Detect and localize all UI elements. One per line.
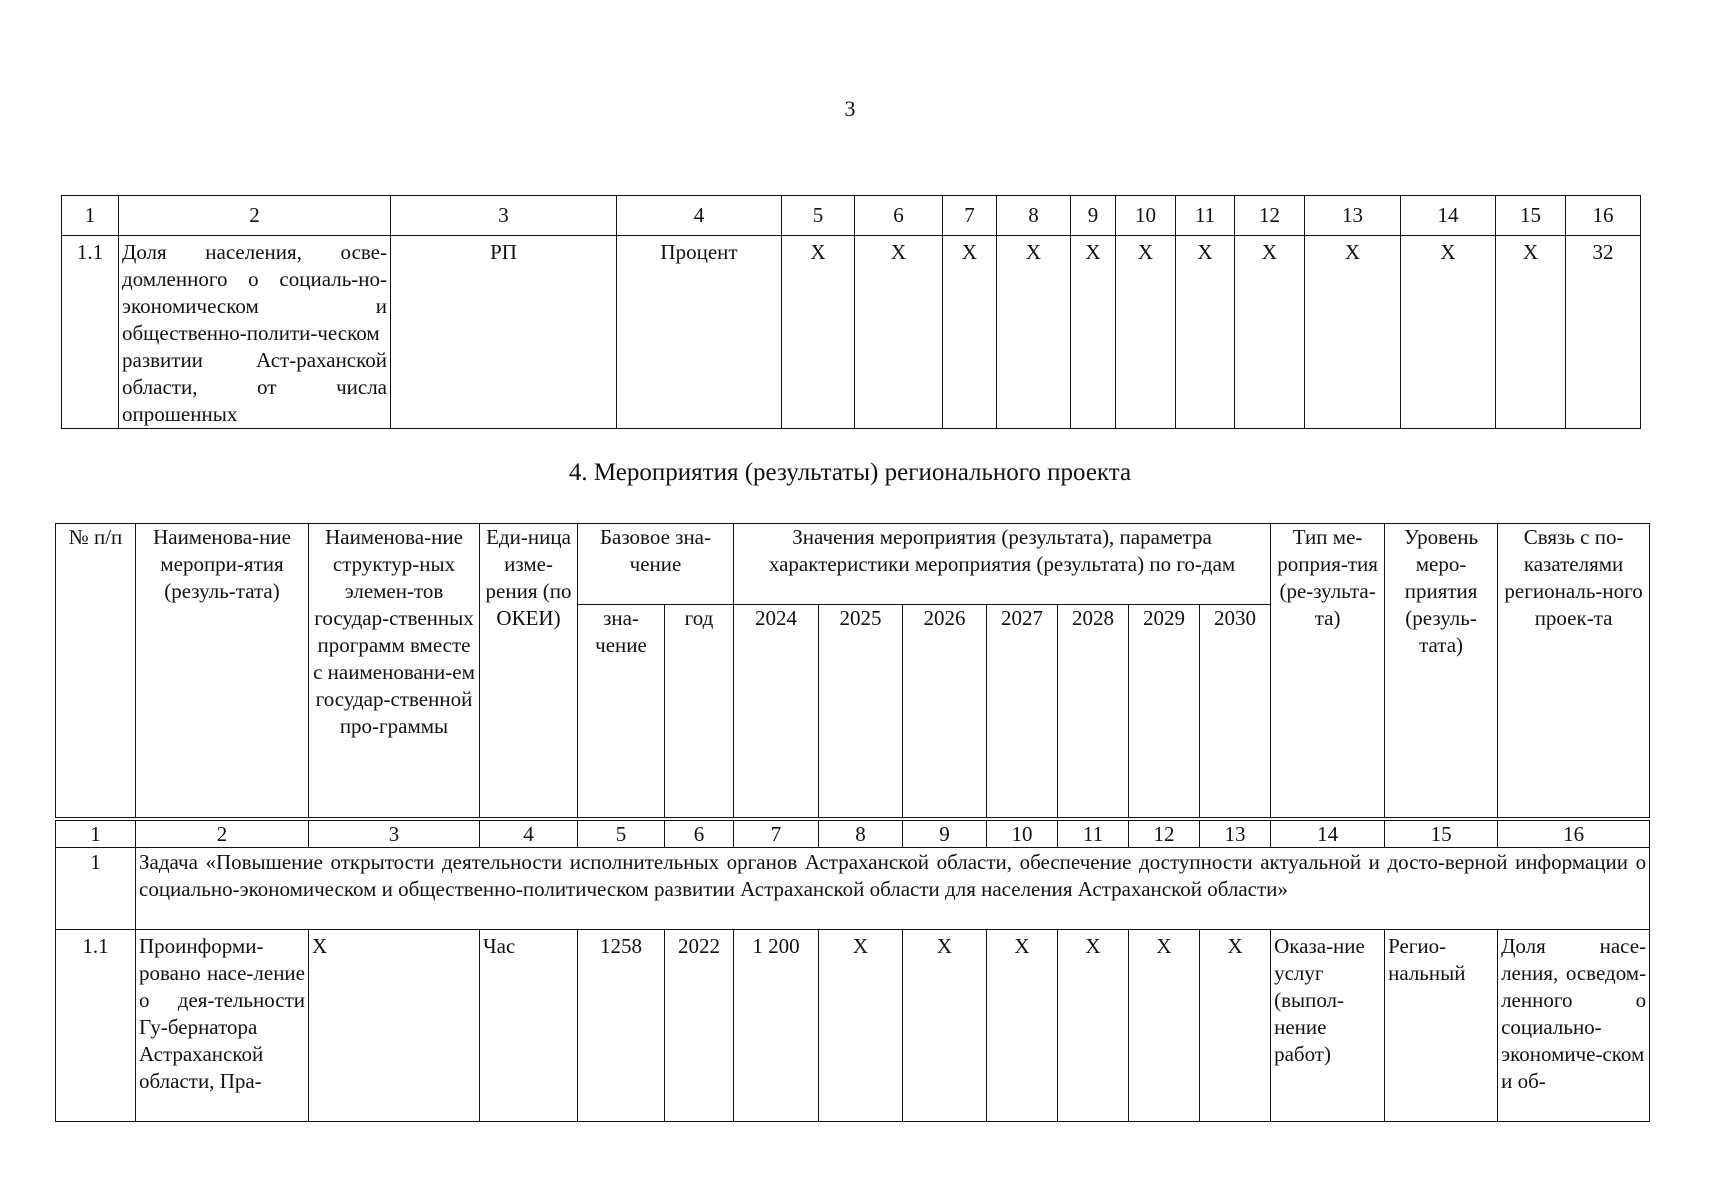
- header-year: 2024: [734, 605, 819, 820]
- col-num: 15: [1496, 196, 1566, 236]
- col-num: 2: [119, 196, 391, 236]
- header-row: [56, 524, 1650, 605]
- col-num: 1: [56, 819, 136, 848]
- col-num: 3: [309, 819, 480, 848]
- section-title: 4. Мероприятия (результаты) регионального проекта: [568, 459, 1132, 486]
- task-row: [56, 848, 1650, 930]
- row-number: 1.1: [56, 930, 136, 1122]
- col-num: 13: [1200, 819, 1271, 848]
- header-num: № п/п: [56, 524, 136, 820]
- year-value-cell: X: [1200, 930, 1271, 1122]
- header-activity-name: Наименова-ние меропри-ятия (резуль-тата): [136, 524, 309, 820]
- activity-name: Проинформи-ровано насе-ление о дея-тельности Гу-бернатора Астраханской области, Пра-: [136, 930, 309, 1122]
- header-unit: Еди-ница изме-рения (по ОКЕИ): [480, 524, 578, 820]
- task-number: 1: [56, 848, 136, 930]
- col-num: 6: [665, 819, 734, 848]
- col-num: 5: [782, 196, 855, 236]
- header-year: 2030: [1200, 605, 1271, 820]
- year-value-cell: X: [819, 930, 903, 1122]
- col-num: 13: [1305, 196, 1401, 236]
- indicator-link-cell: Доля насе-ления, осведом-ленного о социально-экономиче-ском и об-: [1498, 930, 1650, 1122]
- activity-level-cell: Регио-нальный: [1385, 930, 1498, 1122]
- col-num: 4: [480, 819, 578, 848]
- header-year: 2027: [987, 605, 1058, 820]
- value-cell: X: [1116, 236, 1176, 429]
- structure-cell: X: [309, 930, 480, 1122]
- header-structure: Наименова-ние структур-ных элемен-тов государ-ственных программ вместе с наименовани-ем государ-ственной про-граммы: [309, 524, 480, 820]
- col-num: 14: [1401, 196, 1496, 236]
- page-number: 3: [844, 96, 856, 121]
- year-value-cell: X: [1058, 930, 1129, 1122]
- value-cell: X: [1235, 236, 1305, 429]
- column-number-row: [56, 819, 1650, 848]
- header-values-by-year: Значения мероприятия (результата), параметра характеристики мероприятия (результата) по го-дам: [734, 524, 1271, 605]
- col-num: 7: [734, 819, 819, 848]
- table-row: [56, 930, 1650, 1122]
- col-num: 7: [943, 196, 997, 236]
- col-num: 2: [136, 819, 309, 848]
- indicator-unit: Процент: [617, 236, 782, 429]
- value-cell: X: [1176, 236, 1235, 429]
- year-value-cell: 1 200: [734, 930, 819, 1122]
- value-cell: 32: [1566, 236, 1641, 429]
- year-value-cell: X: [903, 930, 987, 1122]
- year-value-cell: X: [1129, 930, 1200, 1122]
- base-year-cell: 2022: [665, 930, 734, 1122]
- task-text: Задача «Повышение открытости деятельности исполнительных органов Астраханской области, обеспечение доступности актуальной и досто-верной информации о социально-экономическом и общественно-политическом развитии Астраханской области для населения Астраханской области»: [136, 848, 1650, 930]
- row-number: 1.1: [62, 236, 119, 429]
- value-cell: X: [943, 236, 997, 429]
- indicators-table-continuation: [61, 195, 1641, 429]
- col-num: 6: [855, 196, 943, 236]
- header-type: Тип ме-роприя-тия (ре-зульта-та): [1271, 524, 1385, 820]
- col-num: 9: [1071, 196, 1116, 236]
- unit-cell: Час: [480, 930, 578, 1122]
- project-activities-table: [55, 523, 1650, 1122]
- col-num: 3: [391, 196, 617, 236]
- col-num: 8: [819, 819, 903, 848]
- header-link: Связь с по-казателями региональ-ного проек-та: [1498, 524, 1650, 820]
- header-year: 2028: [1058, 605, 1129, 820]
- value-cell: X: [1071, 236, 1116, 429]
- col-num: 15: [1385, 819, 1498, 848]
- base-value-cell: 1258: [578, 930, 665, 1122]
- header-base-value: Базовое зна-чение: [578, 524, 734, 605]
- col-num: 14: [1271, 819, 1385, 848]
- header-base-value-value: зна-чение: [578, 605, 665, 820]
- col-num: 4: [617, 196, 782, 236]
- col-num: 16: [1566, 196, 1641, 236]
- col-num: 10: [987, 819, 1058, 848]
- year-value-cell: X: [987, 930, 1058, 1122]
- col-num: 10: [1116, 196, 1176, 236]
- header-level: Уровень меро-приятия (резуль-тата): [1385, 524, 1498, 820]
- indicator-level: РП: [391, 236, 617, 429]
- value-cell: X: [782, 236, 855, 429]
- value-cell: X: [1305, 236, 1401, 429]
- value-cell: X: [1401, 236, 1496, 429]
- col-num: 12: [1235, 196, 1305, 236]
- activity-type-cell: Оказа-ние услуг (выпол-нение работ): [1271, 930, 1385, 1122]
- col-num: 16: [1498, 819, 1650, 848]
- table-row: [62, 236, 1641, 429]
- col-num: 11: [1176, 196, 1235, 236]
- header-year: 2026: [903, 605, 987, 820]
- header-base-value-year: год: [665, 605, 734, 820]
- col-num: 1: [62, 196, 119, 236]
- column-number-row: [62, 196, 1641, 236]
- value-cell: X: [997, 236, 1071, 429]
- col-num: 5: [578, 819, 665, 848]
- col-num: 8: [997, 196, 1071, 236]
- value-cell: X: [1496, 236, 1566, 429]
- col-num: 11: [1058, 819, 1129, 848]
- header-year: 2025: [819, 605, 903, 820]
- col-num: 9: [903, 819, 987, 848]
- header-year: 2029: [1129, 605, 1200, 820]
- indicator-name: Доля населения, осве-домленного о социаль-но-экономическом и общественно-полити-ческом развитии Аст-раханской области, от числа опрошенных: [119, 236, 391, 429]
- value-cell: X: [855, 236, 943, 429]
- col-num: 12: [1129, 819, 1200, 848]
